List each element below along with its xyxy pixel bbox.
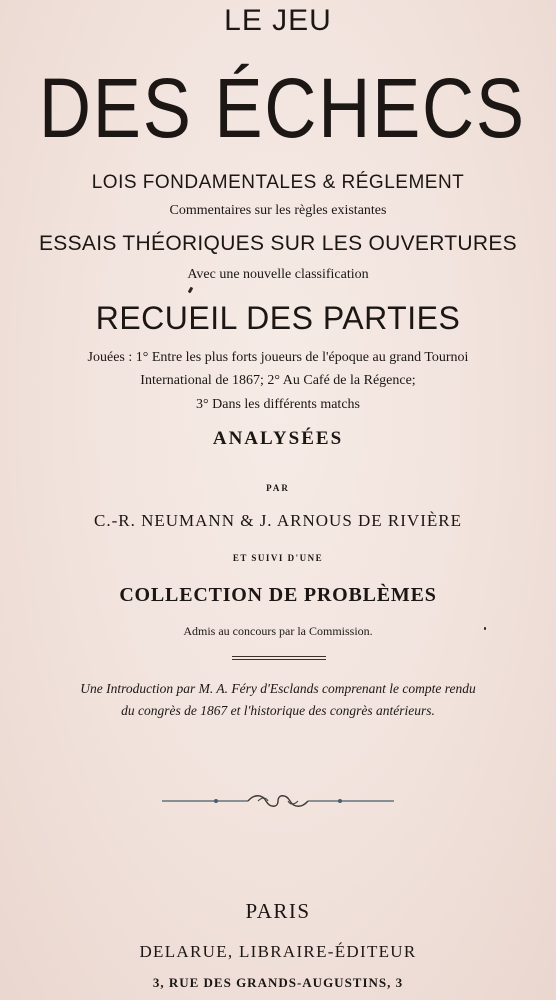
imprint-city: PARIS bbox=[245, 899, 311, 923]
analysees-heading: ANALYSÉES bbox=[212, 428, 344, 449]
imprint-publisher: DELARUE, LIBRAIRE-ÉDITEUR bbox=[139, 942, 417, 961]
imprint-address: 3, RUE DES GRANDS-AUGUSTINS, 3 bbox=[152, 975, 404, 990]
joues-line-3: 3° Dans les différents matchs bbox=[196, 397, 360, 412]
joues-line-1: Jouées : 1° Entre les plus forts joueurs de l'époque au grand Tournoi bbox=[87, 350, 469, 365]
subtitle-lois: LOIS FONDAMENTALES & RÉGLEMENT bbox=[91, 172, 465, 193]
authors: C.-R. NEUMANN & J. ARNOUS DE RIVIÈRE bbox=[94, 511, 462, 530]
collection-heading: COLLECTION DE PROBLÈMES bbox=[119, 584, 437, 606]
admis-line: Admis au concours par la Commission. bbox=[183, 624, 373, 638]
subtitle-recueil: RECUEIL DES PARTIES bbox=[95, 300, 461, 336]
main-title: DES ÉCHECS bbox=[38, 61, 526, 155]
joues-line-2: International de 1867; 2° Au Café de la Régence; bbox=[140, 373, 416, 388]
subtitle-avec: Avec une nouvelle classification bbox=[187, 267, 369, 282]
introduction-line-2: du congrès de 1867 et l'historique des congrès antérieurs. bbox=[121, 703, 435, 718]
subtitle-commentaires: Commentaires sur les règles existantes bbox=[169, 203, 387, 218]
double-rule bbox=[232, 656, 326, 660]
par-label: PAR bbox=[266, 483, 290, 493]
introduction-line-1: Une Introduction par M. A. Féry d'Esclands comprenant le compte rendu bbox=[80, 681, 476, 696]
ink-speck bbox=[484, 627, 486, 630]
title-pre: LE JEU bbox=[224, 4, 332, 37]
suivi-label: ET SUIVI D'UNE bbox=[232, 553, 324, 563]
subtitle-essais: ESSAIS THÉORIQUES SUR LES OUVERTURES bbox=[39, 232, 517, 255]
scroll-vignette bbox=[158, 792, 398, 810]
ink-speck bbox=[188, 287, 194, 294]
